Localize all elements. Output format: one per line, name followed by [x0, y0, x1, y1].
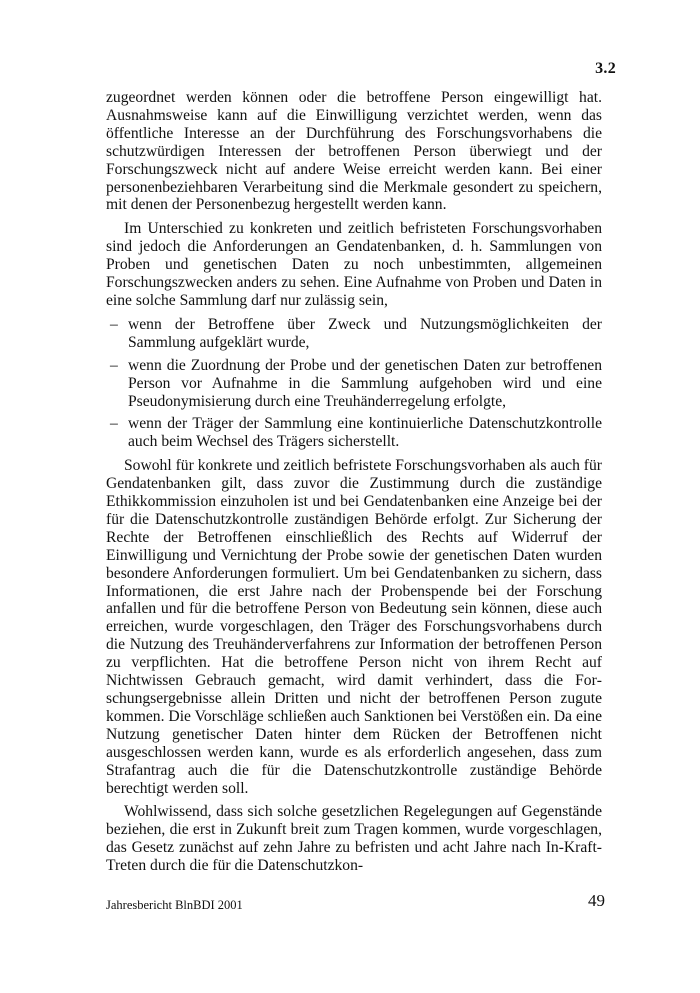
footer-publication: Jahresbericht BlnBDI 2001 — [106, 898, 243, 912]
paragraph-2: Im Unterschied zu konkreten und zeitlich befristeten Forschungsvorhaben sind jedoch die Anforderungen an Gendatenbanken, d. h. Sammlungen von Proben und genetischen Daten zu noch unbestimmten, allgemeinen Forschungszwecken anders zu sehen. Eine Aufnahme von Proben und Daten in eine solche Sammlung darf nur zulässig sein, — [106, 220, 602, 309]
paragraph-3: Sowohl für konkrete und zeitlich befristete Forschungsvorhaben als auch für Gendatenbanken gilt, dass zuvor die Zustimmung durch die zuständige Ethikkommission einzuholen ist und bei Gendatenbanken eine Anzeige bei der für die Datenschutzkontrolle zuständigen Behörde erfolgt. Zur Sicherung der Rechte der Betroffenen einschließlich des Rechts auf Widerruf der Einwilligung und Vernichtung der Probe sowie der genetischen Daten wurden besondere Anforderungen formuliert. Um bei Gendatenbanken zu sichern, dass Informationen, die erst Jahre nach der Probenspende bei der Forschung anfallen und für die betroffene Person von Bedeutung sein können, diese auch erreichen, wurde vorgeschlagen, den Träger des Forschungsvorhabens durch die Nutzung des Treuhänderverfahrens zur Information der betroffenen Person zu verpflichten. Hat die betroffene Person nicht von ihrem Recht auf Nichtwissen Gebrauch gemacht, wird damit verhindert, dass die Forschungsergebnisse allein Dritten und nicht der betroffenen Person zugute kommen. Die Vorschläge schließen auch Sanktionen bei Verstößen ein. Da eine Nutzung genetischer Daten hinter dem Rücken der Betroffenen nicht ausgeschlossen werden kann, wurde es als erforderlich angesehen, dass zum Strafantrag auch die für die Datenschutzkontrolle zuständige Behörde berechtigt werden soll. — [106, 457, 602, 797]
list-item-text: wenn der Betroffene über Zweck und Nutzungsmöglichkeiten der Sammlung aufgeklärt wurde, — [128, 315, 602, 351]
section-number: 3.2 — [595, 60, 616, 77]
list-item — [106, 415, 602, 451]
dash-marker: – — [110, 415, 118, 433]
body-text — [106, 89, 602, 881]
paragraph-1: zugeordnet werden können oder die betroffene Person eingewilligt hat. Ausnahmsweise kann auf die Einwilligung verzichtet werden, wenn das öffentliche Interesse an der Durchführung des Forschungsvorhabens die schutzwürdigen Interessen der betroffenen Person überwiegt und der Forschungszweck nicht auf andere Weise erreicht werden kann. Bei einer personenbeziehbaren Verarbeitung sind die Merkmale gesondert zu speichern, mit denen der Personenbezug hergestellt werden kann. — [106, 89, 602, 214]
dash-marker: – — [110, 315, 118, 333]
list-item-text: wenn der Träger der Sammlung eine kontinuierliche Datenschutzkontrolle auch beim Wechsel des Trägers sicherstellt. — [128, 415, 602, 451]
list-item — [106, 357, 602, 411]
bullet-list — [106, 316, 602, 451]
list-item — [106, 316, 602, 352]
dash-marker: – — [110, 356, 118, 374]
list-item-text: wenn die Zuordnung der Probe und der genetischen Daten zur betroffenen Person vor Aufnahme in die Sammlung aufgehoben wird und eine Pseudonymisierung durch eine Treuhänderregelung erfolgte, — [128, 356, 602, 410]
paragraph-4: Wohlwissend, dass sich solche gesetzlichen Regelegungen auf Gegenstände beziehen, die erst in Zukunft breit zum Tragen kommen, wurde vorgeschlagen, das Gesetz zunächst auf zehn Jahre zu befristen und acht Jahre nach In-Kraft-Treten durch die für die Datenschutzkon- — [106, 803, 602, 875]
page-number: 49 — [588, 891, 605, 910]
